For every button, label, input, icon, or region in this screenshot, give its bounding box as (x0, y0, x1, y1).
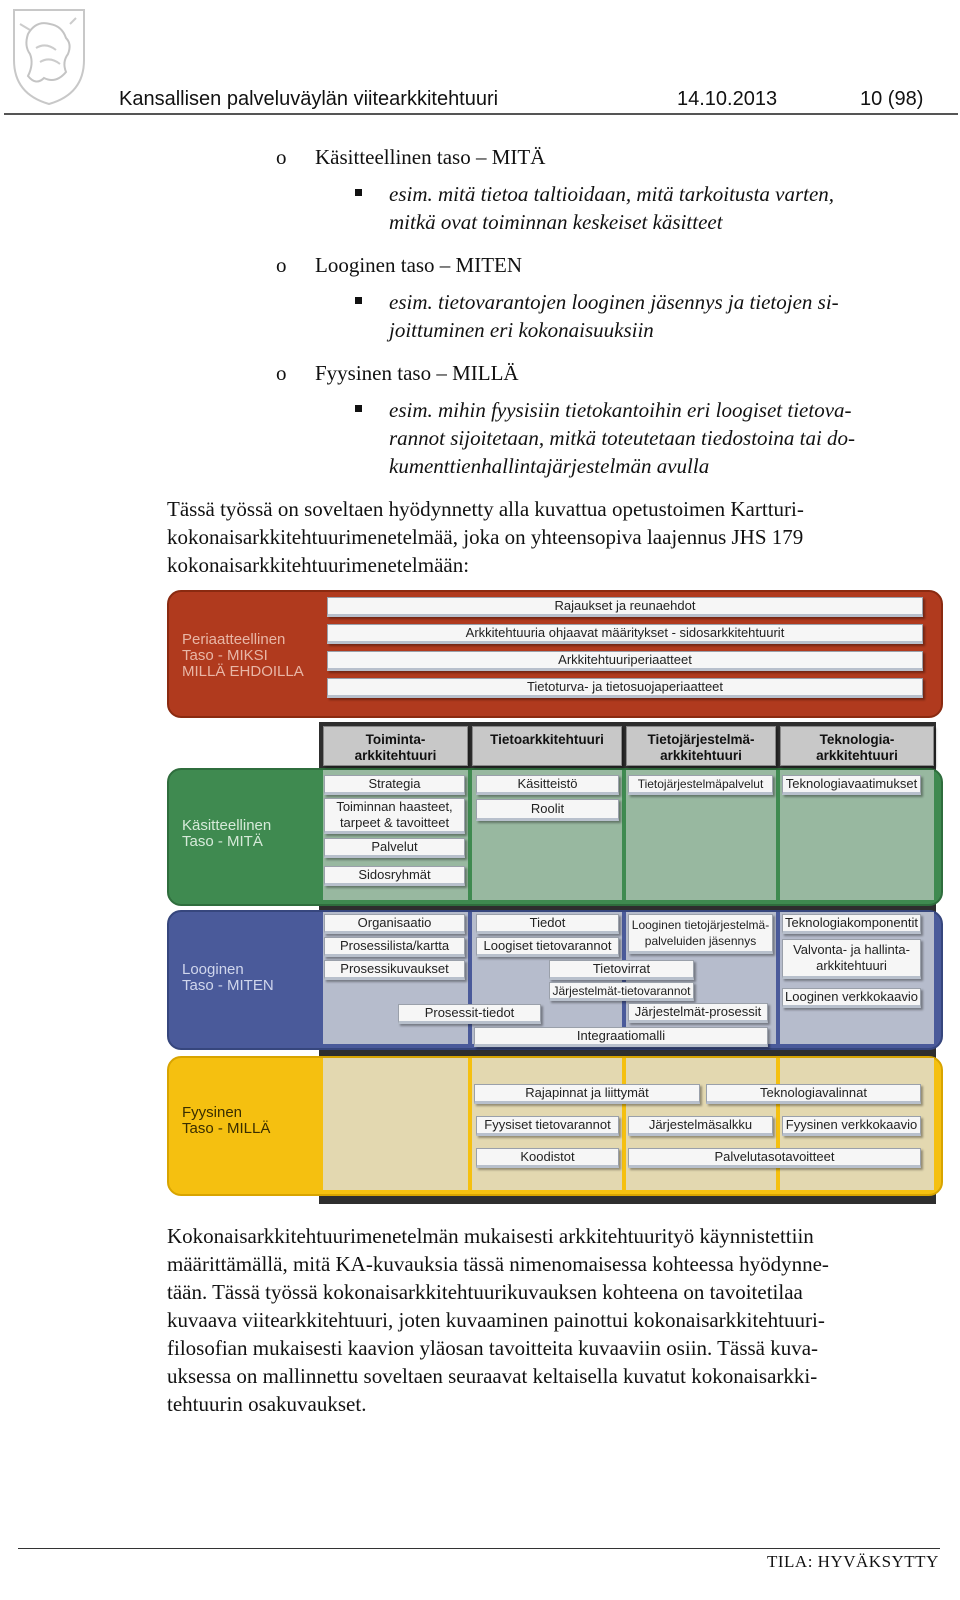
paragraph-line: kokonaisarkkitehtuurimenetelmää, joka on yhteensopiva laajennus JHS 179 (167, 525, 804, 549)
box-prosessit-tiedot: Prosessit-tiedot (398, 1004, 541, 1024)
document-status: TILA: HYVÄKSYTTY (767, 1552, 939, 1571)
box-jarjestelmat-prosessit: Järjestelmät-prosessit (628, 1003, 768, 1023)
box-roolit: Roolit (476, 799, 619, 821)
principle-box: Tietoturva- ja tietosuojaperiaatteet (327, 678, 923, 698)
column-header-line: Toiminta- (365, 732, 426, 747)
level-conceptual-label: Käsitteellinen taso – MITÄ (315, 145, 546, 169)
box-line: Valvonta- ja hallinta- (793, 942, 910, 957)
box-teknologiavaatimukset: Teknologiavaatimukset (782, 775, 921, 795)
principle-box: Arkkitehtuuriperiaatteet (327, 651, 923, 671)
box-jarjestelmat-tietovarannot: Järjestelmät-tietovarannot (549, 982, 694, 1001)
box-loogiset-tietovarannot: Loogiset tietovarannot (476, 937, 619, 957)
box-strategia: Strategia (324, 775, 465, 795)
box-integraatiomalli: Integraatiomalli (474, 1027, 768, 1047)
paragraph-line: määrittämällä, mitä KA-kuvauksia tässä nimenomaisessa kohteessa hyödynne- (167, 1252, 829, 1276)
row-label-line: Käsitteellinen (182, 817, 272, 834)
column-header-line: Tietojärjestelmä- (647, 732, 755, 747)
paragraph-line: Kokonaisarkkitehtuurimenetelmän mukaisesti arkkitehtuurityö käynnistettiin (167, 1224, 814, 1248)
column-header-business (323, 726, 468, 766)
column-header-technology (780, 726, 934, 766)
footer-divider (18, 1548, 940, 1549)
column-header-line: arkkitehtuuri (354, 748, 437, 763)
box-line: arkkitehtuuri (816, 958, 887, 973)
box-tiedot: Tiedot (476, 914, 619, 934)
column-header-line: arkkitehtuuri (660, 748, 742, 763)
box-palvelut: Palvelut (324, 838, 465, 858)
level-logical-label: Looginen taso – MITEN (315, 253, 523, 277)
paragraph-line: tään. Tässä työssä kokonaisarkkitehtuurikuvauksen kohteena on tavoitetilaa (167, 1280, 803, 1304)
box-sidosryhmat: Sidosryhmät (324, 866, 465, 886)
box-palvelutasotavoitteet: Palvelutasotavoitteet (628, 1148, 921, 1168)
example-line: esim. tietovarantojen looginen jäsennys ja tietojen si- (389, 290, 839, 314)
paragraph-line: tehtuurin osakuvaukset. (167, 1392, 367, 1416)
box-teknologiakomponentit: Teknologiakomponentit (782, 914, 921, 934)
box-valvonta (782, 939, 921, 979)
box-prosessilista: Prosessilista/kartta (324, 937, 465, 957)
paragraph-line: uksessa on mallinnettu soveltaen seuraavat keltaisella kuvatut kokonaisarkki- (167, 1364, 818, 1388)
column-area (323, 1058, 468, 1190)
box-jarjestelmasalkku: Järjestelmäsalkku (628, 1116, 773, 1136)
page-number: 10 (98) (860, 88, 924, 110)
row-label-line: Taso - MIKSI (182, 647, 268, 664)
list-marker: o (276, 361, 287, 385)
row-label-line: Taso - MITEN (182, 977, 274, 994)
level-physical-label: Fyysinen taso – MILLÄ (315, 361, 519, 385)
list-marker: o (276, 145, 287, 169)
paragraph-line: Tässä työssä on soveltaen hyödynnetty alla kuvattua opetustoimen Kartturi- (167, 497, 804, 521)
box-fyysiset-tietovarannot: Fyysiset tietovarannot (476, 1116, 619, 1136)
box-organisaatio: Organisaatio (324, 914, 465, 934)
box-looginen-verkkokaavio: Looginen verkkokaavio (782, 988, 921, 1008)
principle-box: Rajaukset ja reunaehdot (327, 597, 923, 617)
column-header-line: Tietoarkkitehtuuri (490, 732, 604, 747)
paragraph-line: kuvaava viitearkkitehtuuri, joten kuvaaminen painottui kokonaisarkkitehtuuri- (167, 1308, 825, 1332)
principle-box: Arkkitehtuuria ohjaavat määritykset - sidosarkkitehtuurit (327, 624, 923, 644)
conceptual-label (182, 818, 271, 850)
box-line: Toiminnan haasteet, (336, 799, 453, 814)
box-teknologiavalinnat: Teknologiavalinnat (706, 1084, 921, 1104)
example-line: mitkä ovat toiminnan keskeiset käsitteet (389, 210, 723, 234)
box-line: Looginen tietojärjestelmä- (631, 918, 770, 932)
row-label-line: MILLÄ EHDOILLA (182, 663, 304, 680)
box-rajapinnat: Rajapinnat ja liittymät (474, 1084, 700, 1104)
example-line: joittuminen eri kokonaisuuksiin (389, 318, 654, 342)
box-koodistot: Koodistot (476, 1148, 619, 1168)
example-line: rannot sijoitetaan, mitkä toteutetaan tiedostoina tai do- (389, 426, 856, 450)
box-kasitteisto: Käsitteistö (476, 775, 619, 795)
logical-label (182, 962, 274, 994)
paragraph-line: kokonaisarkkitehtuurimenetelmään: (167, 553, 470, 577)
closing-paragraph (167, 1222, 942, 1418)
example-line: esim. mitä tietoa taltioidaan, mitä tarkoitusta varten, (389, 182, 835, 206)
column-header-systems (626, 726, 776, 766)
row-label-line: Periaatteellinen (182, 631, 286, 648)
row-label-line: Fyysinen (182, 1104, 243, 1121)
paragraph-line: filosofian mukaisesti kaavion yläosan tavoitteita kuvaaviin osiin. Tässä kuva- (167, 1336, 819, 1360)
box-tietovirrat: Tietovirrat (549, 960, 694, 980)
box-fyysinen-verkkokaavio: Fyysinen verkkokaavio (782, 1116, 921, 1136)
document-date: 14.10.2013 (677, 88, 778, 110)
box-line: palveluiden jäsennys (644, 934, 757, 948)
principle-label (182, 632, 304, 680)
list-marker: o (276, 253, 287, 277)
row-label-line: Taso - MILLÄ (182, 1120, 271, 1137)
column-header-line: arkkitehtuuri (816, 748, 898, 763)
box-tietojarjestelmapalvelut: Tietojärjestelmäpalvelut (628, 775, 773, 795)
box-line: tarpeet & tavoitteet (339, 815, 450, 830)
column-header-line: Teknologia- (819, 732, 895, 747)
box-toiminnan-haasteet (324, 798, 465, 834)
document-title: Kansallisen palveluväylän viitearkkitehtuuri (119, 88, 499, 110)
row-label-line: Taso - MITÄ (182, 833, 263, 850)
box-prosessikuvaukset: Prosessikuvaukset (324, 960, 465, 980)
example-line: esim. mihin fyysisiin tietokantoihin eri loogiset tietova- (389, 398, 852, 422)
box-looginen-tietojarjestelma (628, 914, 773, 954)
column-header-information (472, 726, 622, 766)
example-line: kumenttienhallintajärjestelmän avulla (389, 454, 710, 478)
row-label-line: Looginen (182, 961, 244, 978)
physical-label (182, 1105, 270, 1137)
